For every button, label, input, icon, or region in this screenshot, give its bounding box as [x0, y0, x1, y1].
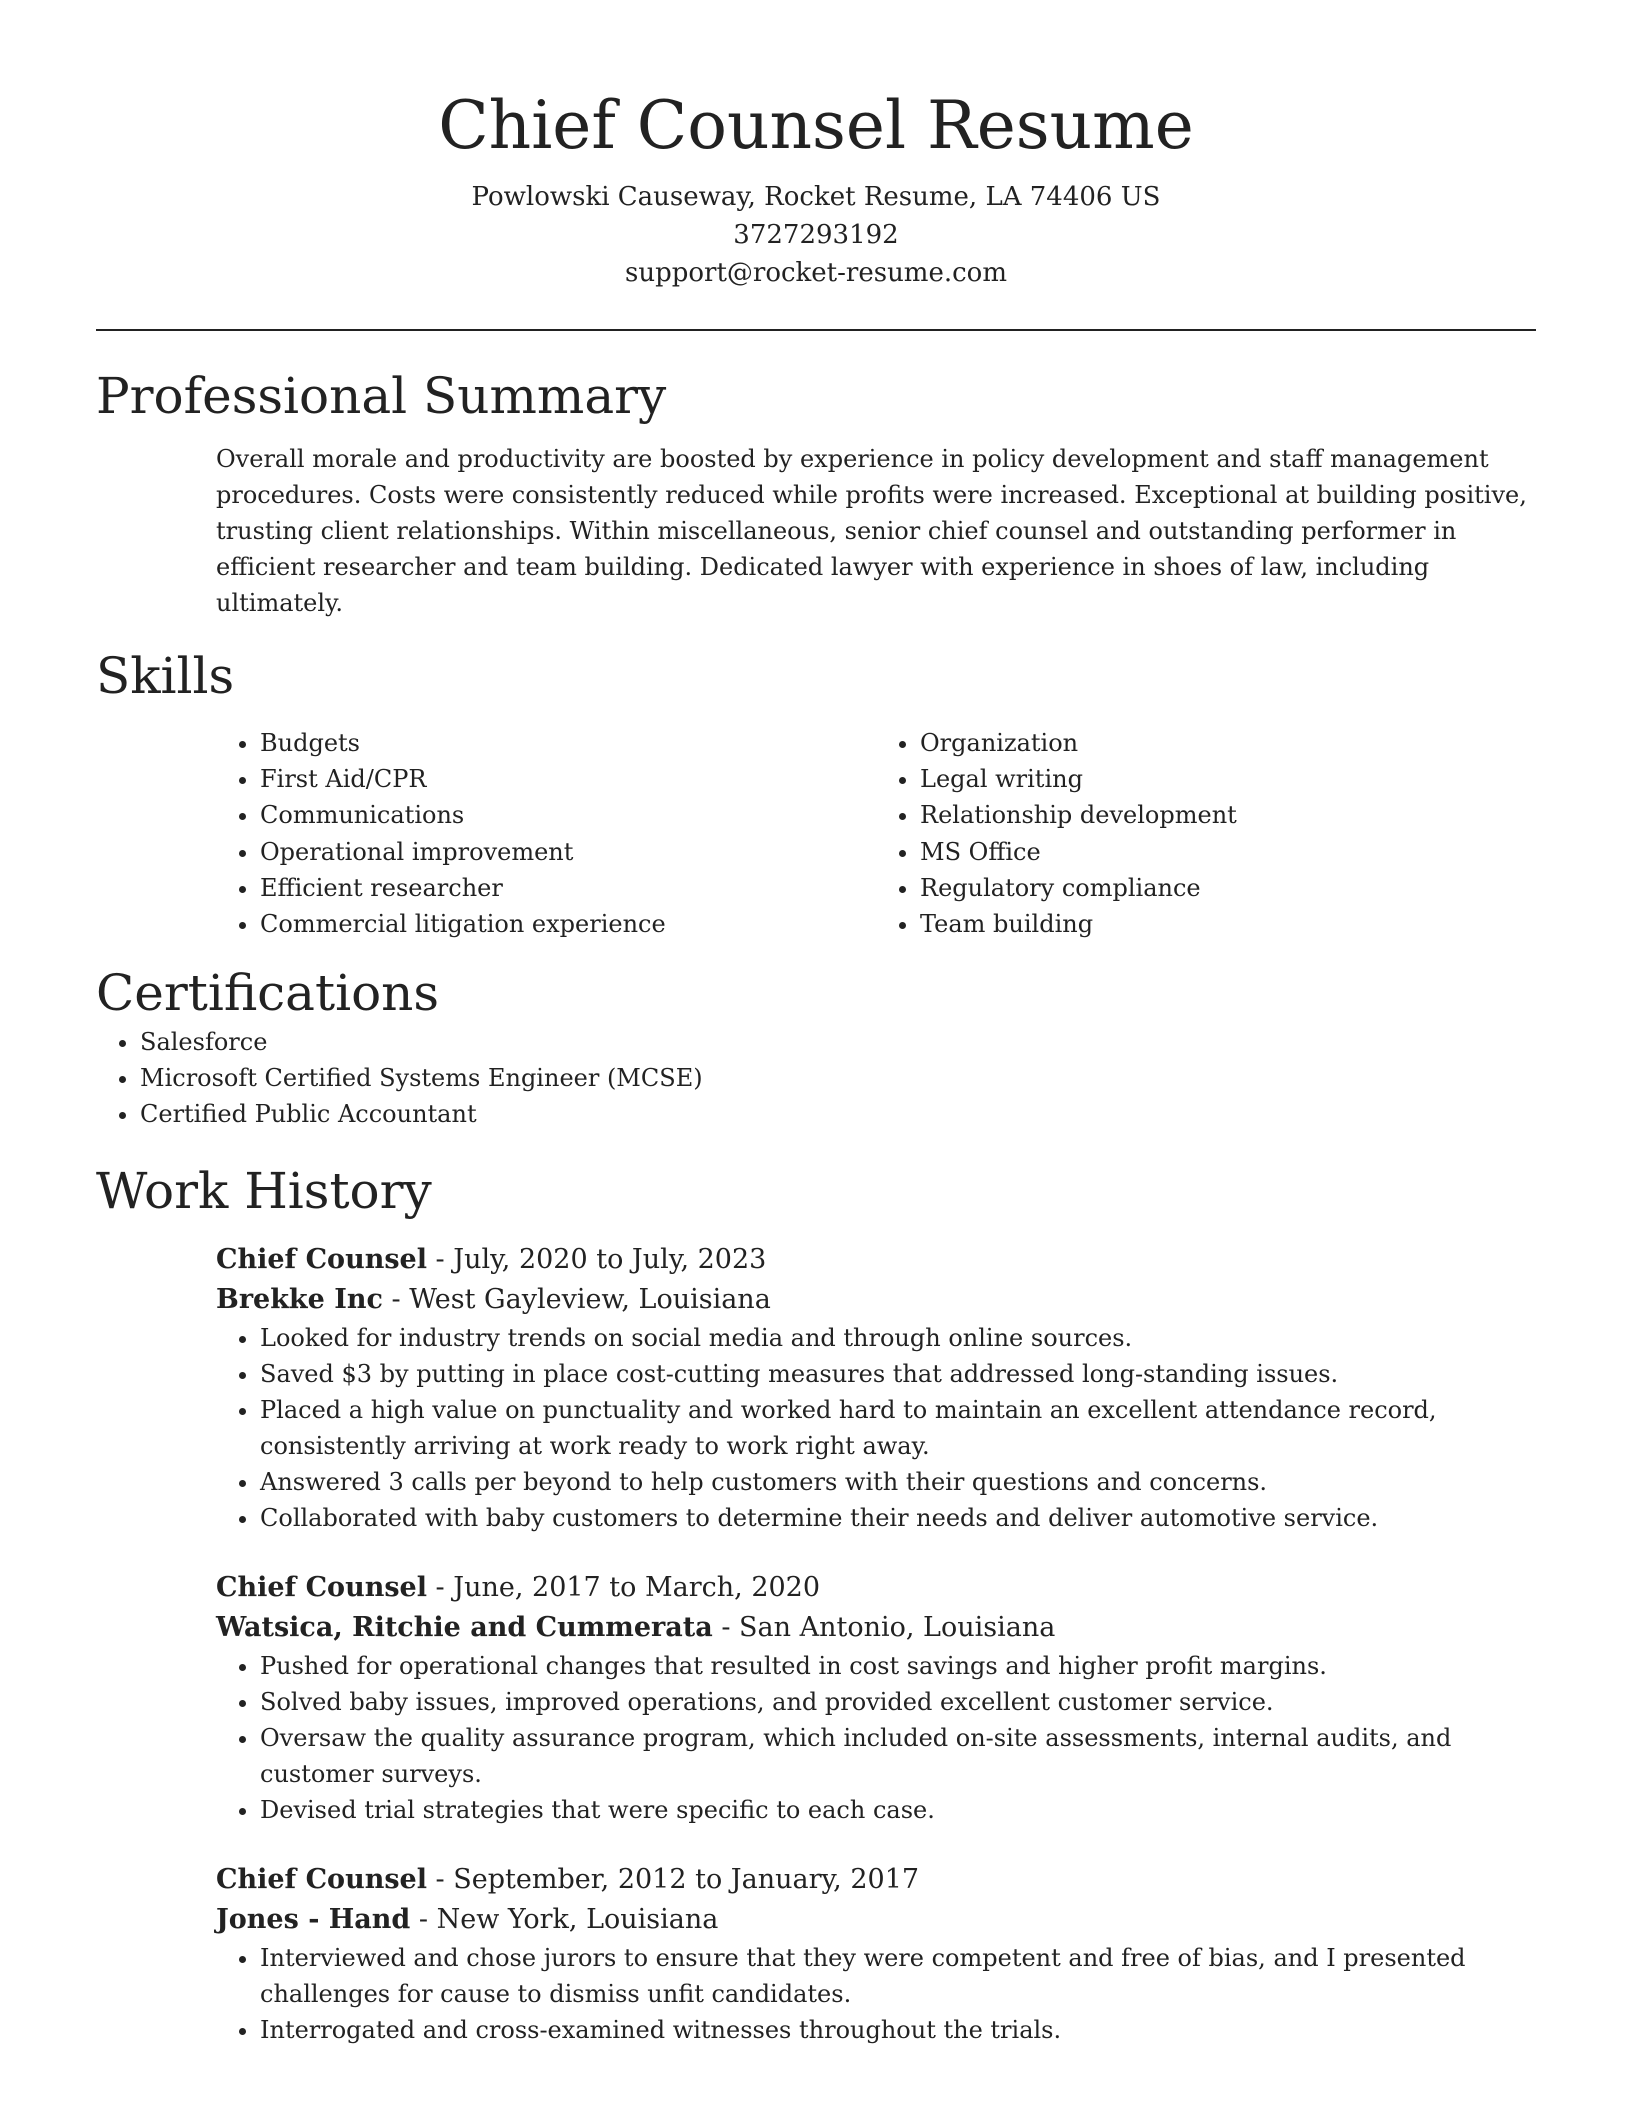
job-duty: • Oversaw the quality assurance program, which included on-site assessments, internal audits, and customer surveys.: [260, 1720, 1536, 1792]
resume-page: [96, 0, 1536, 2048]
summary-text: Overall morale and productivity are boosted by experience in policy development and staff management procedures. Costs were consistently reduced while profits were increased. Exceptional at building positive, trusting client relationships. Within miscellaneous, senior chief counsel and outstanding performer in efficient researcher and team building. Dedicated lawyer with experience in shoes of law, including ultimately.: [216, 445, 1527, 617]
job-title: Chief Counsel: [216, 1572, 427, 1604]
job-title-line: [216, 1860, 1536, 1900]
job-duty: • Interrogated and cross-examined witnesses throughout the trials.: [260, 2012, 1536, 2048]
job-separator: -: [382, 1284, 410, 1316]
job-entry: [216, 1568, 1536, 1828]
skills-list-right: [876, 725, 1536, 942]
skill-item: • Efficient researcher: [260, 870, 876, 906]
skill-item: • Commercial litigation experience: [260, 906, 876, 942]
job-title-line: [216, 1240, 1536, 1280]
job-duty: • Devised trial strategies that were specific to each case.: [260, 1792, 1536, 1828]
summary-heading: Professional Summary: [96, 367, 667, 425]
work-history-heading: Work History: [96, 1162, 432, 1221]
contact-info: [96, 178, 1536, 292]
header-divider: [96, 329, 1536, 331]
skill-item: • Relationship development: [920, 797, 1536, 833]
contact-email: support@rocket-resume.com: [624, 258, 1007, 288]
job-separator: -: [712, 1612, 740, 1644]
job-company-line: [216, 1608, 1536, 1648]
job-entry: [216, 1860, 1536, 2048]
skill-item: • Legal writing: [920, 761, 1536, 797]
job-location: West Gayleview, Louisiana: [409, 1284, 771, 1316]
resume-title: Chief Counsel Resume: [438, 87, 1194, 164]
contact-phone: 3727293192: [733, 220, 899, 250]
job-duty: • Solved baby issues, improved operations, and provided excellent customer service.: [260, 1684, 1536, 1720]
skill-item: • Organization: [920, 725, 1536, 761]
job-title: Chief Counsel: [216, 1864, 427, 1896]
skills-heading: Skills: [96, 647, 235, 705]
skill-item: • Team building: [920, 906, 1536, 942]
skill-item: • Operational improvement: [260, 834, 876, 870]
job-duty: • Answered 3 calls per beyond to help customers with their questions and concerns.: [260, 1464, 1536, 1500]
job-duties-list: [216, 1320, 1536, 1536]
job-dates: June, 2017 to March, 2020: [453, 1572, 821, 1604]
certification-item: • Certified Public Accountant: [140, 1096, 1536, 1132]
skills-list-left: [216, 725, 876, 942]
job-title: Chief Counsel: [216, 1244, 427, 1276]
job-location: New York, Louisiana: [436, 1904, 719, 1936]
job-duties-list: [216, 1648, 1536, 1828]
job-duty: • Placed a high value on punctuality and worked hard to maintain an excellent attendance record, consistently arriving at work ready to work right away.: [260, 1392, 1536, 1464]
job-company: Jones - Hand: [216, 1904, 411, 1936]
job-separator: -: [426, 1244, 454, 1276]
job-company: Brekke Inc: [216, 1284, 383, 1316]
certification-item: • Microsoft Certified Systems Engineer (MCSE): [140, 1060, 1536, 1096]
skill-item: • Budgets: [260, 725, 876, 761]
job-dates: July, 2020 to July, 2023: [453, 1244, 767, 1276]
job-entry: [216, 1240, 1536, 1536]
skill-item: • MS Office: [920, 834, 1536, 870]
job-title-line: [216, 1568, 1536, 1608]
job-duty: • Saved $3 by putting in place cost-cutting measures that addressed long-standing issues.: [260, 1356, 1536, 1392]
certification-item: • Salesforce: [140, 1024, 1536, 1060]
skill-item: • Regulatory compliance: [920, 870, 1536, 906]
certifications-heading: Certifications: [96, 964, 440, 1023]
certifications-list: [96, 1024, 1536, 1132]
job-company-line: [216, 1280, 1536, 1320]
job-company-line: [216, 1900, 1536, 1940]
skill-item: • First Aid/CPR: [260, 761, 876, 797]
skills-columns: [216, 725, 1536, 942]
job-separator: -: [426, 1572, 454, 1604]
job-duty: • Collaborated with baby customers to determine their needs and deliver automotive service.: [260, 1500, 1536, 1536]
job-duty: • Pushed for operational changes that resulted in cost savings and higher profit margins.: [260, 1648, 1536, 1684]
job-separator: -: [410, 1904, 437, 1936]
job-location: San Antonio, Louisiana: [739, 1612, 1056, 1644]
job-company: Watsica, Ritchie and Cummerata: [216, 1612, 713, 1644]
job-duty: • Looked for industry trends on social media and through online sources.: [260, 1320, 1536, 1356]
job-duties-list: [216, 1940, 1536, 2048]
skill-item: • Communications: [260, 797, 876, 833]
job-dates: September, 2012 to January, 2017: [453, 1864, 920, 1896]
resume-header: [96, 0, 1536, 292]
job-separator: -: [426, 1864, 454, 1896]
contact-address: Powlowski Causeway, Rocket Resume, LA 74406 US: [471, 182, 1161, 212]
job-duty: • Interviewed and chose jurors to ensure that they were competent and free of bias, and I presented challenges for cause to dismiss unfit candidates.: [260, 1940, 1536, 2012]
